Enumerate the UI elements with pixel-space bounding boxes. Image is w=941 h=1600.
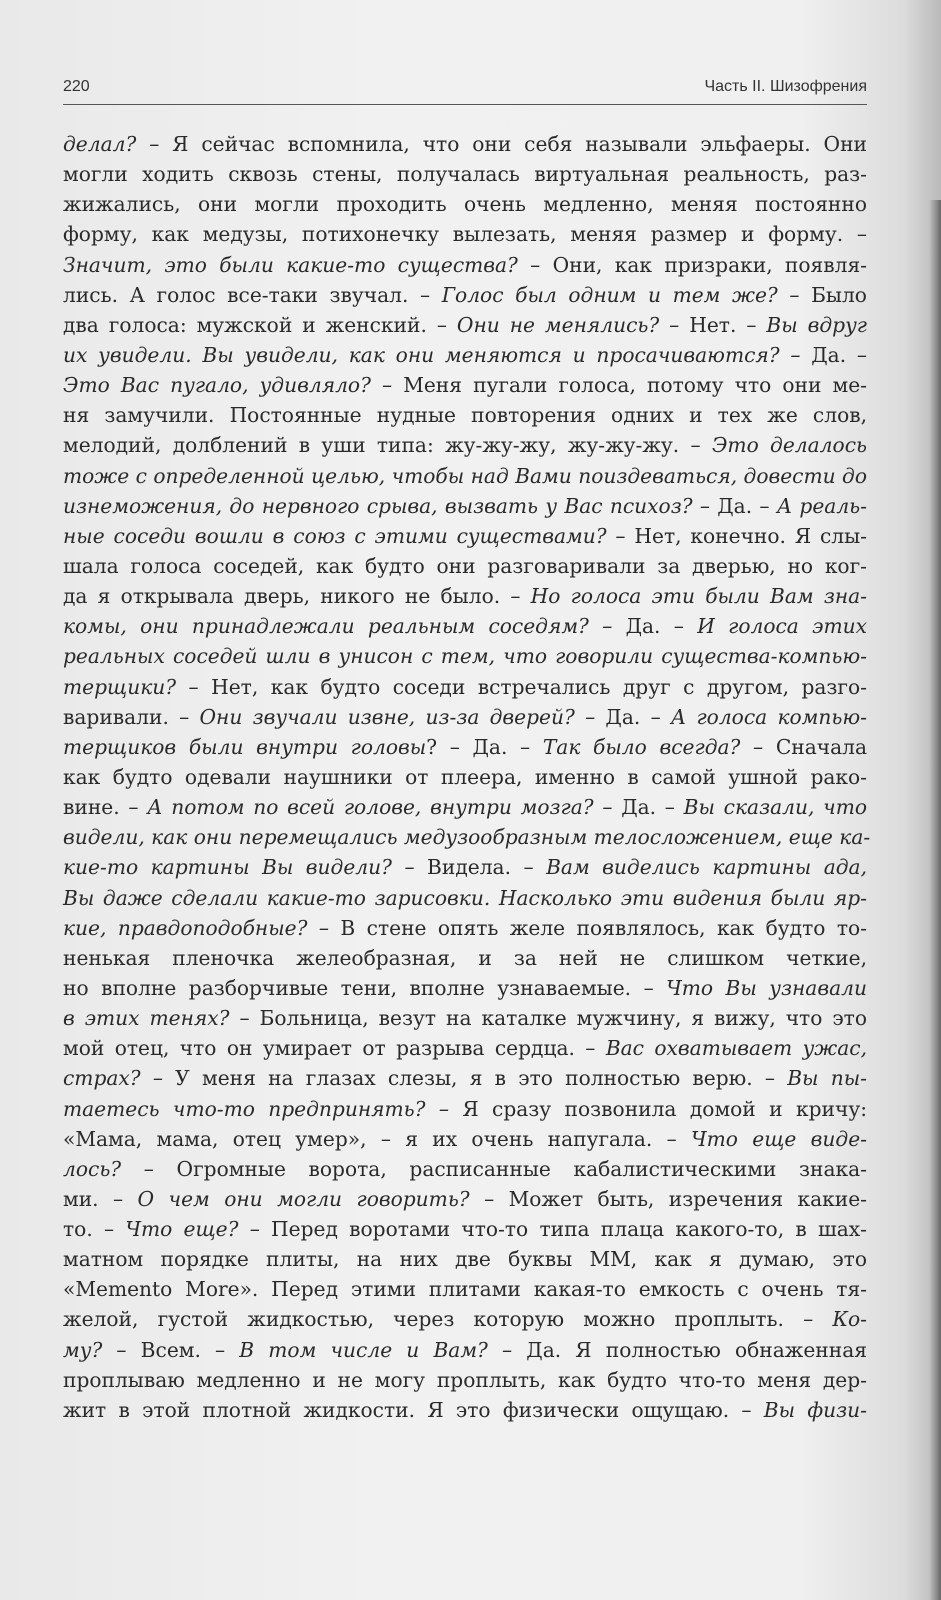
answer-text: «Мама, мама, отец умер», – я их очень напугала. – <box>63 1126 692 1151</box>
text-line <box>63 189 867 219</box>
answer-text: Всем. – <box>126 1337 240 1362</box>
answer-text: да я открывала дверь, никого не было. – <box>63 584 531 609</box>
answer-text: могли ходить сквозь стены, получалась виртуальная реальность, раз- <box>63 162 867 187</box>
page-number: 220 <box>63 78 90 95</box>
question-text: О чем они могли говорить? – <box>137 1186 495 1211</box>
answer-text: Перед воротами что-то типа плаца какого-то, в шах- <box>259 1217 867 1242</box>
question-text: комы, они принадлежали реальным соседям? – <box>63 614 613 639</box>
answer-text: жижались, они могли проходить очень медленно, меняя постоянно <box>63 192 867 217</box>
text-line <box>63 732 867 762</box>
answer-text: как будто одевали наушники от плеера, именно в самой ушной рако- <box>63 764 867 789</box>
text-line <box>63 1184 867 1214</box>
running-title: Часть II. Шизофрения <box>704 78 867 95</box>
answer-text: проплываю медленно и не могу проплыть, как будто что-то меня дер- <box>63 1367 867 1392</box>
page-spine-shadow <box>929 200 941 1600</box>
answer-text: Да. – <box>800 342 867 367</box>
answer-text: мой отец, что он умирает от разрыва сердца. – <box>63 1036 606 1061</box>
question-text: му? – <box>63 1337 127 1362</box>
text-line <box>63 702 867 732</box>
answer-text: Нет. – <box>679 312 767 337</box>
answer-text: Да. – <box>709 493 777 518</box>
answer-text: Они, как призраки, появля- <box>540 252 867 277</box>
text-line <box>63 1335 867 1365</box>
text-line <box>63 943 867 973</box>
answer-text: Было <box>799 282 867 307</box>
answer-text: Я сейчас вспомнила, что они себя называли эльфаеры. Они <box>159 132 867 156</box>
text-line <box>63 551 867 581</box>
answer-text: вине. – <box>63 795 148 820</box>
text-line <box>63 1124 867 1154</box>
text-line <box>63 852 867 882</box>
answer-text: ? – Да. – <box>426 734 543 759</box>
answer-text: У меня на глазах слезы, я в это полностью верю. – <box>162 1066 788 1091</box>
text-line <box>63 1365 867 1395</box>
question-text: А потом по всей голове, внутри мозга? – <box>147 795 613 820</box>
text-line <box>63 340 867 370</box>
text-line <box>63 1214 867 1244</box>
answer-text: «Memento More». Перед этими плитами какая-то емкость с очень тя- <box>63 1277 867 1302</box>
question-text: таетесь что-то предпринять? – <box>63 1096 449 1121</box>
question-text: Вы физи- <box>763 1397 867 1422</box>
text-line <box>63 1063 867 1093</box>
question-text: Вас охватывает ужас, <box>605 1036 867 1061</box>
answer-text: ненькая пленочка желеобразная, и за ней не слишком четкие, <box>63 945 867 970</box>
text-line <box>63 792 867 822</box>
text-line <box>63 1244 867 1274</box>
answer-text: но вполне разборчивые тени, вполне узнаваемые. – <box>63 975 667 1000</box>
question-text: в этих тенях? – <box>63 1006 250 1031</box>
text-line <box>63 762 867 792</box>
text-line <box>63 521 867 551</box>
text-line <box>63 280 867 310</box>
question-text: Что еще? – <box>125 1217 260 1242</box>
text-line <box>63 1395 867 1425</box>
question-text: их увидели. Вы увидели, как они меняются и просачиваются? – <box>63 342 801 367</box>
answer-text: Огромные ворота, расписанные кабалистическими знака- <box>153 1156 867 1181</box>
answer-text: Да. – <box>612 795 684 820</box>
answer-text: матном порядке плиты, на них две буквы ММ, как я думаю, это <box>63 1247 867 1272</box>
question-text: Что Вы узнавали <box>666 975 867 1000</box>
text-line <box>63 1033 867 1063</box>
answer-text: Меня пугали голоса, потому что они ме- <box>392 373 867 398</box>
question-text: лось? – <box>63 1156 154 1181</box>
page-header <box>63 76 867 102</box>
answer-text: ня замучили. Постоянные нудные повторения одних и тех же слов, <box>63 403 867 428</box>
answer-text: то. – <box>63 1217 126 1242</box>
question-text: Они не менялись? – <box>456 312 680 337</box>
answer-text: Да. – <box>595 704 671 729</box>
text-line <box>63 491 867 521</box>
text-line <box>63 973 867 1003</box>
answer-text: Да. Я полностью обнаженная <box>512 1337 867 1362</box>
answer-text: лись. А голос все-таки звучал. – <box>63 282 442 307</box>
answer-text: жит в этой плотной жидкости. Я это физически ощущаю. – <box>63 1397 764 1422</box>
question-text: Это Вас пугало, удивляло? – <box>63 373 393 398</box>
text-line <box>63 672 867 702</box>
question-text: терщики? – <box>63 674 199 699</box>
header-rule <box>63 104 867 105</box>
answer-text: Да. – <box>612 614 698 639</box>
text-line <box>63 883 867 913</box>
question-text: видели, как они перемещались медузообразным телосложением, еще ка- <box>63 825 871 850</box>
question-text: Вы пы- <box>787 1066 867 1091</box>
answer-text: Сначала <box>763 734 867 759</box>
answer-text: Нет, как будто соседи встречались друг с другом, разго- <box>198 674 867 699</box>
text-line <box>63 1003 867 1033</box>
text-line <box>63 581 867 611</box>
text-line <box>63 370 867 400</box>
answer-text: желой, густой жидкостью, через которую можно проплыть. – <box>63 1307 833 1332</box>
body-text <box>63 129 871 1425</box>
text-line <box>63 310 867 340</box>
question-text: Но голоса эти были Вам зна- <box>530 584 867 609</box>
text-line <box>63 430 867 460</box>
answer-text: мелодий, долблений в уши типа: жу-жу-жу, жу-жу-жу. – <box>63 433 712 458</box>
text-line <box>63 913 867 943</box>
question-text: Вы даже сделали какие-то зарисовки. Насколько эти видения были яр- <box>63 885 867 910</box>
answer-text: Я сразу позвонила домой и кричу: <box>448 1096 867 1121</box>
text-line <box>63 219 867 249</box>
question-text: И голоса этих <box>697 614 867 639</box>
answer-text: Видела. – <box>414 855 547 880</box>
question-text: терщиков были внутри головы <box>63 734 427 759</box>
answer-text: шала голоса соседей, как будто они разговаривали за дверью, но ког- <box>63 553 867 578</box>
text-line <box>63 641 867 671</box>
question-text: Голос был одним и тем же? – <box>441 282 800 307</box>
question-text: Они звучали извне, из-за дверей? – <box>199 704 596 729</box>
answer-text: ми. – <box>63 1186 138 1211</box>
text-line <box>63 611 867 641</box>
answer-text: Больница, везут на каталке мужчину, я вижу, что это <box>249 1006 867 1031</box>
question-text: Это делалось <box>711 433 867 458</box>
answer-text: Может быть, изречения какие- <box>494 1186 867 1211</box>
text-line <box>63 1274 867 1304</box>
question-text: делал? – <box>63 132 160 156</box>
question-text: страх? – <box>63 1066 163 1091</box>
question-text: кие, правдоподобные? – <box>63 915 329 940</box>
question-text: Так было всегда? – <box>542 734 764 759</box>
text-line <box>63 1094 867 1124</box>
text-line <box>63 461 867 491</box>
question-text: Ко- <box>832 1307 867 1332</box>
question-text: Вы вдруг <box>766 312 868 337</box>
question-text: Вы сказали, что <box>683 795 867 820</box>
question-text: тоже с определенной целью, чтобы над Вами поиздеваться, довести до <box>63 463 867 488</box>
question-text: А реаль- <box>776 493 867 518</box>
question-text: ные соседи вошли в союз с этими существами? – <box>63 523 626 548</box>
question-text: Что еще виде- <box>691 1126 867 1151</box>
text-line <box>63 129 867 159</box>
text-line <box>63 250 867 280</box>
question-text: Вам виделись картины ада, <box>546 855 867 880</box>
answer-text: варивали. – <box>63 704 200 729</box>
answer-text: форму, как медузы, потихонечку вылезать, меняя размер и форму. – <box>63 222 867 247</box>
text-line <box>63 1304 867 1334</box>
text-line <box>63 400 867 430</box>
question-text: кие-то картины Вы видели? – <box>63 855 415 880</box>
answer-text: два голоса: мужской и женский. – <box>63 312 457 337</box>
text-line <box>63 159 867 189</box>
question-text: А голоса компью- <box>670 704 867 729</box>
text-line <box>63 822 871 852</box>
question-text: Значит, это были какие-то существа? – <box>63 252 541 277</box>
answer-text: В стене опять желе появлялось, как будто то- <box>328 915 867 940</box>
answer-text: Нет, конечно. Я слы- <box>625 523 867 548</box>
question-text: В том числе и Вам? – <box>239 1337 513 1362</box>
question-text: изнеможения, до нервного срыва, вызвать у Вас психоз? – <box>63 493 710 518</box>
text-line <box>63 1154 867 1184</box>
question-text: реальных соседей шли в унисон с тем, что говорили существа-компью- <box>63 644 867 669</box>
